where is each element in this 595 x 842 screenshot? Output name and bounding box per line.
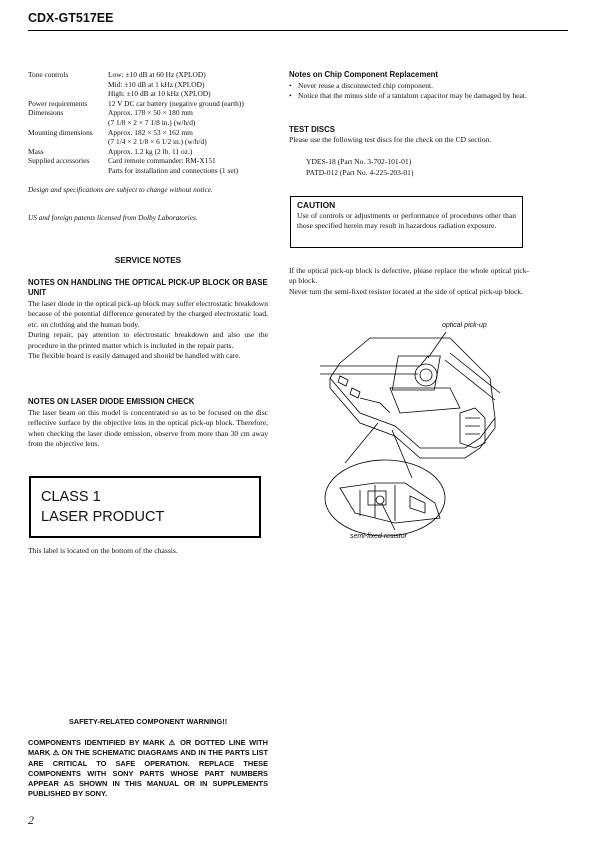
spec-value: Mid: ±10 dB at 1 kHz (XPLOD) xyxy=(108,79,205,89)
spec-value: Parts for installation and connections (1 set) xyxy=(108,165,239,175)
test-discs-intro: Please use the following test discs for the check on the CD section. xyxy=(289,135,492,144)
spec-value: 12 V DC car battery (negative ground (earth)) xyxy=(108,98,244,108)
safety-warning-title: SAFETY-RELATED COMPONENT WARNING!! xyxy=(68,717,228,726)
optical-handling-heading: NOTES ON HANDLING THE OPTICAL PICK-UP BLOCK OR BASE UNIT xyxy=(28,278,268,297)
test-discs-heading: TEST DISCS xyxy=(289,125,335,134)
optical-handling-body xyxy=(28,299,268,361)
list-item-text: Never reuse a disconnected chip component. xyxy=(298,81,433,90)
spec-row xyxy=(28,147,278,157)
list-item xyxy=(289,81,539,91)
spec-value: Approx. 1.2 kg (2 lb. 11 oz.) xyxy=(108,146,193,156)
figure-label-semi-fixed-resistor: semi-fixed resistor xyxy=(350,533,407,540)
spec-label: Supplied accessories xyxy=(28,156,90,166)
laser-check-heading: NOTES ON LASER DIODE EMISSION CHECK xyxy=(28,397,195,406)
spec-value: Approx. 182 × 53 × 162 mm xyxy=(108,127,193,137)
spec-value: Approx. 178 × 50 × 180 mm xyxy=(108,108,193,118)
spec-row xyxy=(28,128,278,147)
class1-laser-label xyxy=(29,476,261,538)
list-item: YDES-18 (Part No. 3-702-101-01) xyxy=(306,157,412,166)
bullet: • xyxy=(289,91,292,101)
patent-note: US and foreign patents licensed from Dolby Laboratories. xyxy=(28,213,198,222)
spec-row xyxy=(28,156,278,175)
optical-pickup-illustration xyxy=(300,318,540,538)
paragraph: If the optical pick-up block is defective, please replace the whole optical pick-up block. xyxy=(289,266,529,286)
spec-label: Power requirements xyxy=(28,98,88,108)
paragraph: The flexible board is easily damaged and should be handled with care. xyxy=(28,351,241,361)
spec-label: Tone controls xyxy=(28,70,69,79)
spec-value: Card remote commander: RM-X151 xyxy=(108,156,216,166)
spec-value: High: ±10 dB at 10 kHz (XPLOD) xyxy=(108,89,211,99)
specifications xyxy=(28,70,278,176)
laser-check-body xyxy=(28,408,268,450)
list-item-text: Notice that the minus side of a tantalum capacitor may be damaged by heat. xyxy=(298,91,527,101)
caution-title: CAUTION xyxy=(297,200,336,210)
figure-label-optical-pickup: optical pick-up xyxy=(442,322,487,329)
header-rule xyxy=(28,30,568,31)
spec-label: Mounting dimensions xyxy=(28,127,93,137)
list-item: PATD-012 (Part No. 4-225-203-01) xyxy=(306,167,414,177)
paragraph: During repair, pay attention to electrostatic breakdown and also use the procedure in the printed matter which is included in the repair parts. xyxy=(28,330,268,350)
spec-row xyxy=(28,70,278,99)
spec-label: Mass xyxy=(28,146,44,156)
paragraph: Never turn the semi-fixed resistor located at the side of optical pick-up block. xyxy=(289,286,524,296)
spec-label: Dimensions xyxy=(28,108,64,118)
class-label-line1: CLASS 1 xyxy=(41,489,101,505)
spec-value: Low: ±10 dB at 60 Hz (XPLOD) xyxy=(108,70,206,79)
paragraph: The laser diode in the optical pick-up block may suffer electrostatic breakdown because of the potential difference generated by the charged electrostatic load, etc. on clothing and the human body. xyxy=(28,299,268,329)
list-item xyxy=(289,91,539,101)
pickup-replacement-note xyxy=(289,266,529,297)
safety-warning-text: COMPONENTS IDENTIFIED BY MARK ⚠ OR DOTTED LINE WITH MARK ⚠ ON THE SCHEMATIC DIAGRAMS AND IN THE PARTS LIST ARE CRITICAL TO SAFE OPERATION. REPLACE THESE COMPONENTS WITH SONY PARTS WHOSE PART NUMBERS APPEAR AS SHOWN IN THIS MANUAL OR IN SUPPLEMENTS PUBLISHED BY SONY. xyxy=(28,738,268,799)
model-title: CDX-GT517EE xyxy=(28,11,114,25)
service-notes-title: SERVICE NOTES xyxy=(114,256,182,265)
spec-value: (7 1/4 × 2 1/8 × 6 1/2 in.) (w/h/d) xyxy=(108,137,207,147)
class-label-line2: LASER PRODUCT xyxy=(41,509,165,525)
spec-row xyxy=(28,108,278,127)
test-discs-list xyxy=(306,157,413,178)
paragraph: The laser beam on this model is concentrated so as to be focused on the disc reflective surface by the objective lens in the optical pick-up block. Therefore, when checking the laser diode emission, observe from more than 30 cm away from the objective lens. xyxy=(28,408,268,449)
caution-box xyxy=(290,196,523,248)
page-number: 2 xyxy=(28,813,34,827)
design-note: Design and specifications are subject to change without notice. xyxy=(28,185,213,194)
label-location-note: This label is located on the bottom of the chassis. xyxy=(28,546,178,555)
caution-text: Use of controls or adjustments or performance of procedures other than those specified herein may result in hazardous radiation exposure. xyxy=(297,211,516,231)
chip-replacement-list xyxy=(289,81,539,102)
bullet: • xyxy=(289,81,292,90)
spec-value: (7 1/8 × 2 × 7 1/8 in.) (w/h/d) xyxy=(108,117,196,127)
chip-replacement-heading: Notes on Chip Component Replacement xyxy=(289,70,439,79)
spec-row xyxy=(28,99,278,109)
